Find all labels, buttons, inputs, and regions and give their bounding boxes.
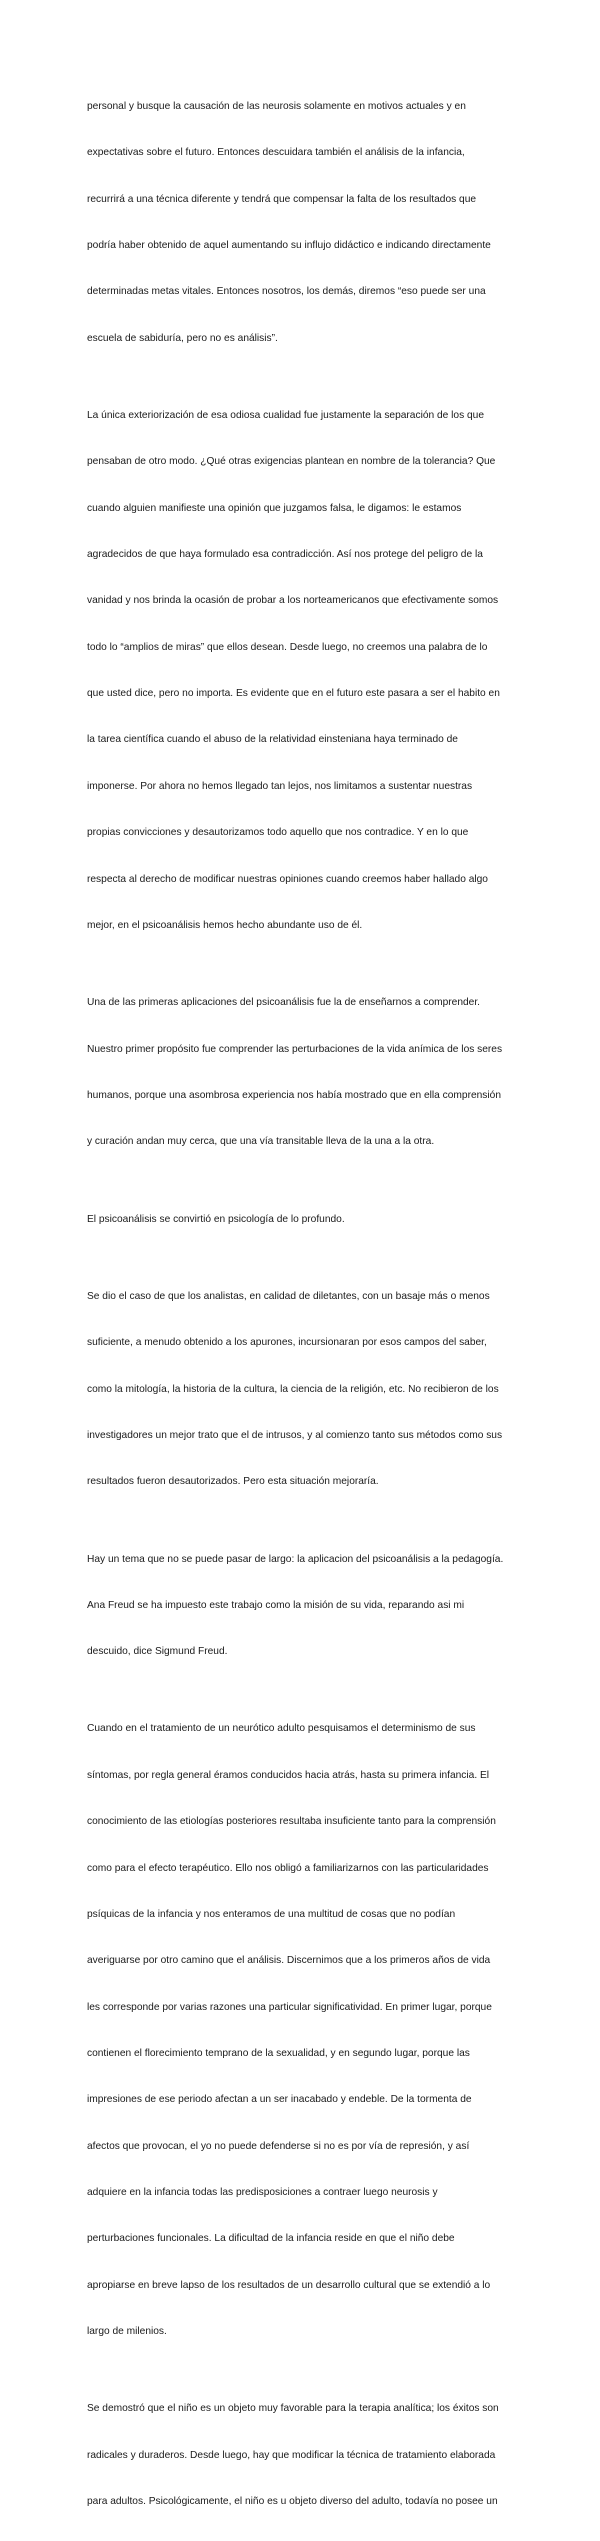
text-line: pensaban de otro modo. ¿Qué otras exigencias plantean en nombre de la tolerancia? Que bbox=[87, 456, 496, 468]
text-line: perturbaciones funcionales. La dificultad de la infancia reside en que el niño debe bbox=[87, 2233, 455, 2245]
text-line: para adultos. Psicológicamente, el niño es u objeto diverso del adulto, todavía no posee un bbox=[87, 2496, 498, 2508]
text-line: propias convicciones y desautorizamos todo aquello que nos contradice. Y en lo que bbox=[87, 827, 469, 839]
text-line: Se dio el caso de que los analistas, en calidad de diletantes, con un basaje más o menos bbox=[87, 1290, 490, 1302]
text-line: afectos que provocan, el yo no puede defenderse si no es por vía de represión, y así bbox=[87, 2140, 470, 2152]
text-line: El psicoanálisis se convirtió en psicología de lo profundo. bbox=[87, 1213, 345, 1225]
text-line: agradecidos de que haya formulado esa contradicción. Así nos protege del peligro de la bbox=[87, 549, 483, 561]
text-line: cuando alguien manifieste una opinión que juzgamos falsa, le digamos: le estamos bbox=[87, 502, 462, 514]
paragraph bbox=[87, 1181, 535, 1258]
text-line: determinadas metas vitales. Entonces nosotros, los demás, diremos “eso puede ser una bbox=[87, 286, 486, 298]
text-line: podría haber obtenido de aquel aumentando su influjo didáctico e indicando directamente bbox=[87, 239, 491, 251]
text-line: Se demostró que el niño es un objeto muy favorable para la terapia analítica; los éxitos son bbox=[87, 2403, 499, 2415]
text-line: y curación andan muy cerca, que una vía transitable lleva de la una a la otra. bbox=[87, 1136, 435, 1148]
text-line: Nuestro primer propósito fue comprender las perturbaciones de la vida anímica de los seres bbox=[87, 1043, 503, 1055]
text-line: psíquicas de la infancia y nos enteramos de una multitud de cosas que no podían bbox=[87, 1908, 456, 1920]
text-line: Cuando en el tratamiento de un neurótico adulto pesquisamos el determinismo de sus bbox=[87, 1723, 476, 1735]
paragraph bbox=[87, 1521, 535, 1691]
paragraph bbox=[87, 68, 535, 377]
text-line: escuela de sabiduría, pero no es análisis”. bbox=[87, 332, 278, 344]
text-line: respecta al derecho de modificar nuestras opiniones cuando creemos haber hallado algo bbox=[87, 873, 488, 885]
text-line: como la mitología, la historia de la cultura, la ciencia de la religión, etc. No recibieron de los bbox=[87, 1383, 499, 1395]
text-line: expectativas sobre el futuro. Entonces descuidara también el análisis de la infancia, bbox=[87, 147, 465, 159]
text-line: suficiente, a menudo obtenido a los apurones, incursionaran por esos campos del saber, bbox=[87, 1337, 487, 1349]
text-line: descuido, dice Sigmund Freud. bbox=[87, 1646, 228, 1658]
text-line: contienen el florecimiento temprano de la sexualidad, y en segundo lugar, porque las bbox=[87, 2048, 470, 2059]
text-line: mejor, en el psicoanálisis hemos hecho abundante uso de él. bbox=[87, 919, 363, 931]
paragraph bbox=[87, 2371, 535, 2541]
text-line: apropiarse en breve lapso de los resultados de un desarrollo cultural que se extendió a lo bbox=[87, 2279, 491, 2291]
text-line: como para el efecto terapéutico. Ello nos obligó a familiarizarnos con las particularidades bbox=[87, 1862, 489, 1874]
text-line: averiguarse por otro camino que el análisis. Discernimos que a los primeros años de vida bbox=[87, 1955, 491, 1967]
text-line: La única exteriorización de esa odiosa cualidad fue justamente la separación de los que bbox=[87, 409, 485, 421]
text-line: imponerse. Por ahora no hemos llegado tan lejos, nos limitamos a sustentar nuestras bbox=[87, 780, 473, 792]
text-line: investigadores un mejor trato que el de intrusos, y al comienzo tanto sus métodos como sus bbox=[87, 1429, 503, 1441]
paragraph bbox=[87, 377, 535, 964]
text-line: síntomas, por regla general éramos conducidos hacia atrás, hasta su primera infancia. El bbox=[87, 1769, 490, 1781]
text-line: personal y busque la causación de las neurosis solamente en motivos actuales y en bbox=[87, 100, 466, 112]
paragraph bbox=[87, 1691, 535, 2371]
text-line: impresiones de ese periodo afectan a un ser inacabado y endeble. De la tormenta de bbox=[87, 2094, 472, 2106]
text-line: que usted dice, pero no importa. Es evidente que en el futuro este pasara a ser el habito en bbox=[87, 688, 500, 700]
text-line: Ana Freud se ha impuesto este trabajo como la misión de su vida, reparando asi mi bbox=[87, 1599, 465, 1611]
text-line: largo de milenios. bbox=[87, 2326, 167, 2338]
text-line: vanidad y nos brinda la ocasión de probar a los norteamericanos que efectivamente somos bbox=[87, 595, 499, 607]
document-page bbox=[87, 68, 535, 2541]
text-line: adquiere en la infancia todas las predisposiciones a contraer luego neurosis y bbox=[87, 2187, 438, 2199]
text-line: conocimiento de las etiologías posteriores resultaba insuficiente tanto para la comprensión bbox=[87, 1816, 496, 1828]
text-line: todo lo “amplios de miras” que ellos desean. Desde luego, no creemos una palabra de lo bbox=[87, 641, 488, 653]
text-line: les corresponde por varias razones una particular significatividad. En primer lugar, porque bbox=[87, 2001, 492, 2013]
text-line: humanos, porque una asombrosa experiencia nos había mostrado que en ella comprensión bbox=[87, 1089, 501, 1101]
text-line: radicales y duraderos. Desde luego, hay que modificar la técnica de tratamiento elaborada bbox=[87, 2449, 496, 2461]
paragraph bbox=[87, 964, 535, 1180]
text-line: Una de las primeras aplicaciones del psicoanálisis fue la de enseñarnos a comprender. bbox=[87, 997, 481, 1009]
text-line: recurrirá a una técnica diferente y tendrá que compensar la falta de los resultados que bbox=[87, 193, 477, 205]
text-line: la tarea científica cuando el abuso de la relatividad einsteniana haya terminado de bbox=[87, 734, 458, 746]
paragraph bbox=[87, 1258, 535, 1521]
text-line: Hay un tema que no se puede pasar de largo: la aplicacion del psicoanálisis a la pedagogía. bbox=[87, 1553, 504, 1565]
text-line: resultados fueron desautorizados. Pero esta situación mejoraría. bbox=[87, 1476, 379, 1488]
